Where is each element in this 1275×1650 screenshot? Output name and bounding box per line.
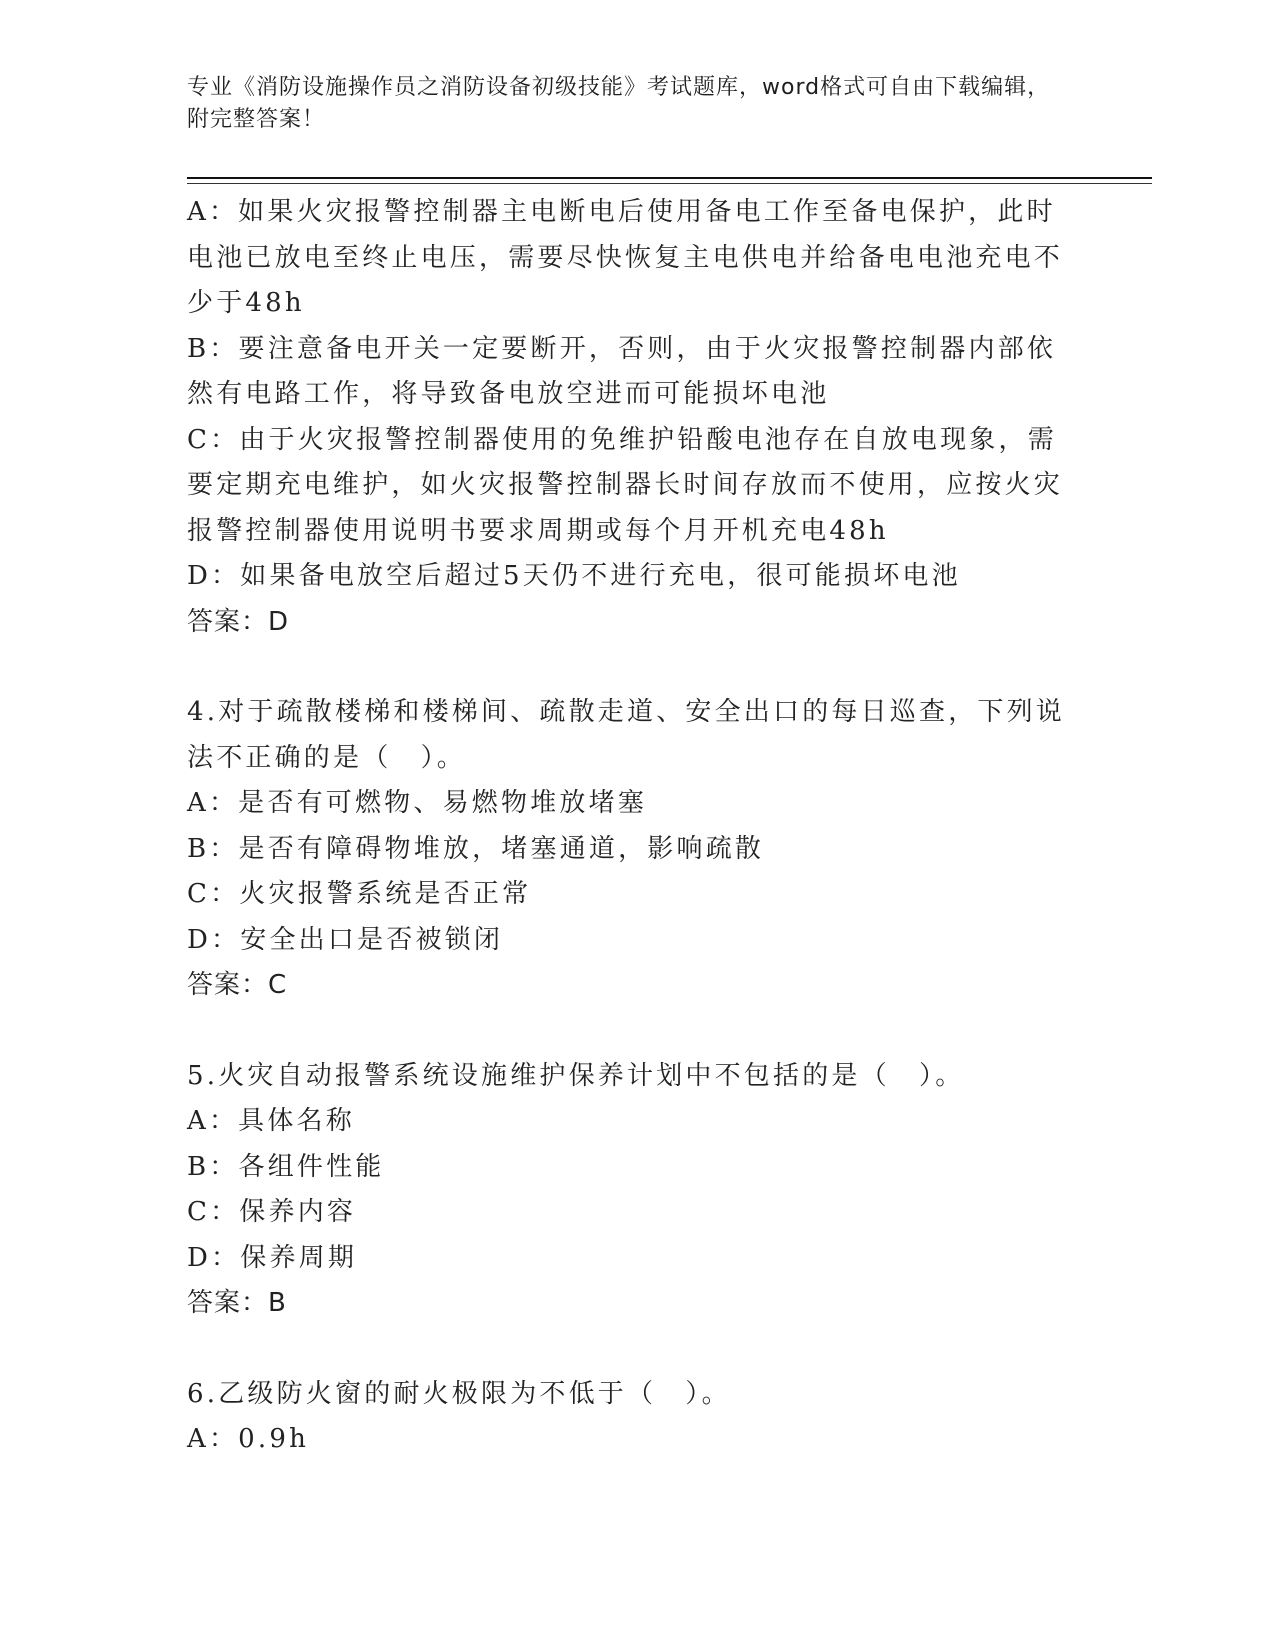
q4-option-a: A：是否有可燃物、易燃物堆放堵塞 [187,788,647,818]
q5-option-d: D：保养周期 [187,1242,358,1273]
q5-option-b: B：各组件性能 [187,1151,385,1182]
question-5 [187,1054,1077,1327]
q4-option-c: C：火灾报警系统是否正常 [187,879,532,909]
q3-option-a: A：如果火灾报警控制器主电断电后使用备电工作至备电保护，此时电池已放电至终止电压，需要尽快恢复主电供电并给备电电池充电不少于48h [187,197,1064,318]
q5-answer: 答案：B [187,1288,287,1318]
q5-option-a: A：具体名称 [187,1106,355,1136]
q4-option-b: B：是否有障碍物堆放，堵塞通道，影响疏散 [187,833,765,864]
q4-answer: 答案：C [187,970,288,1000]
q3-option-b: B：要注意备电开关一定要断开，否则，由于火灾报警控制器内部依然有电路工作，将导致备电放空进而可能损坏电池 [187,333,1057,409]
spacer [187,645,1077,690]
q3-option-d: D：如果备电放空后超过5天仍不进行充电，很可能损坏电池 [187,561,961,591]
question-content [187,190,1077,1463]
q3-answer: 答案：D [187,606,290,637]
q5-question: 5.火灾自动报警系统设施维护保养计划中不包括的是（ ）。 [187,1060,965,1091]
question-4 [187,690,1077,1009]
header-divider-thick [187,177,1152,179]
question-6 [187,1372,1077,1463]
q3-option-c: C：由于火灾报警控制器使用的免维护铅酸电池存在自放电现象，需要定期充电维护，如火灾报警控制器长时间存放而不使用，应按火灾报警控制器使用说明书要求周期或每个月开机充电48h [187,424,1064,546]
spacer [187,1009,1077,1054]
q6-option-a: A：0.9h [187,1424,310,1454]
q4-option-d: D：安全出口是否被锁闭 [187,924,504,955]
q5-option-c: C：保养内容 [187,1197,357,1227]
question-3 [187,190,1077,645]
spacer [187,1327,1077,1372]
header-divider-thin [187,183,1152,184]
document-header: 专业《消防设施操作员之消防设备初级技能》考试题库，word格式可自由下载编辑，附完整答案！ [187,75,1051,132]
q4-question: 4.对于疏散楼梯和楼梯间、疏散走道、安全出口的每日巡查，下列说法不正确的是（ ）。 [187,697,1066,773]
q6-question: 6.乙级防火窗的耐火极限为不低于（ ）。 [187,1378,731,1409]
